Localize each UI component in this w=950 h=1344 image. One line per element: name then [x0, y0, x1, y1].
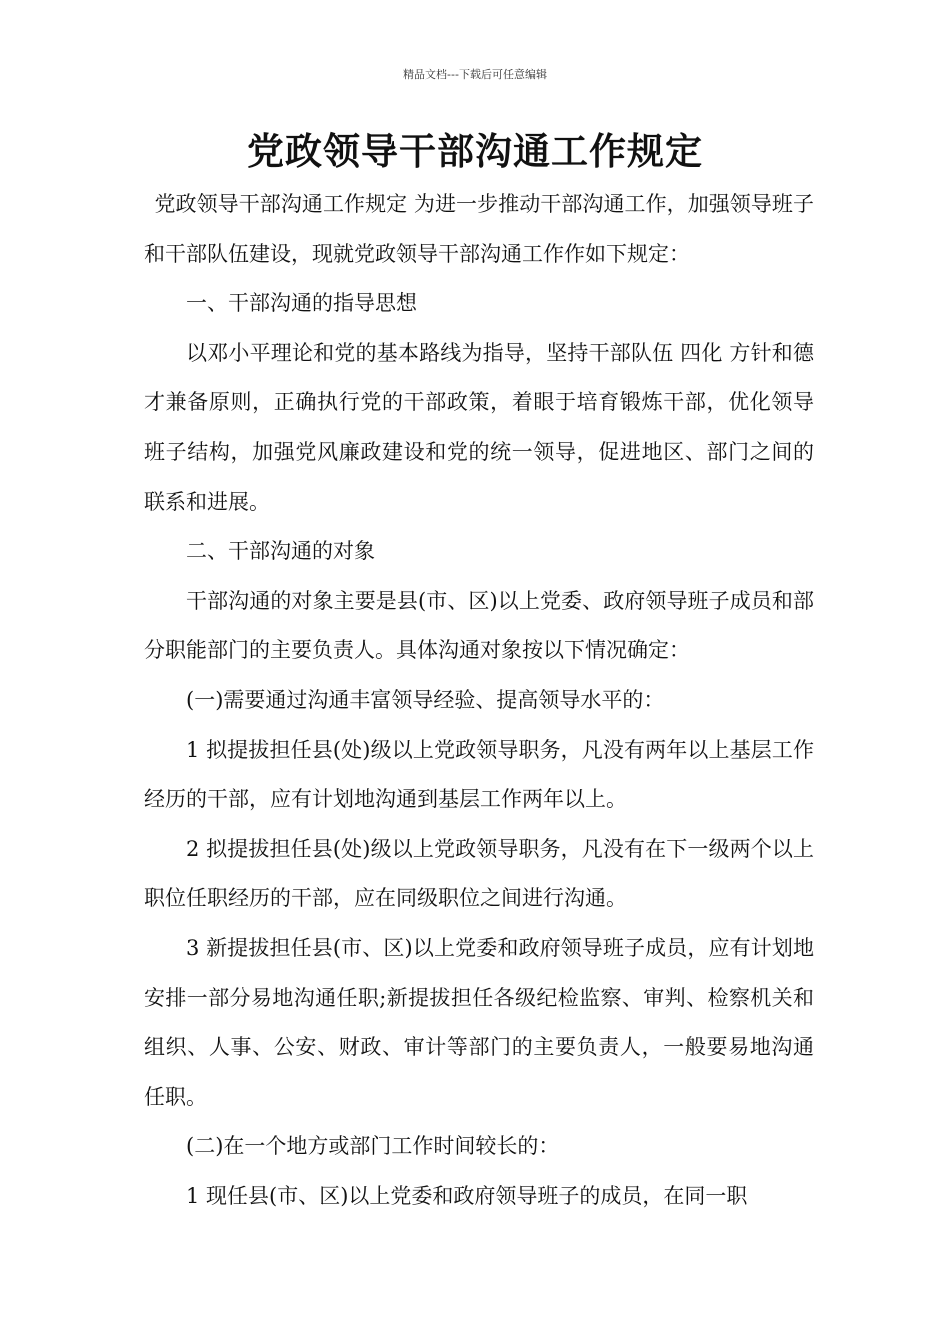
list-item: 1 现任县(市、区)以上党委和政府领导班子的成员，在同一职	[186, 1183, 748, 1208]
document-body	[144, 180, 814, 1221]
subsection-heading: (一)需要通过沟通丰富领导经验、提高领导水平的：	[186, 687, 665, 712]
paragraph: 以邓小平理论和党的基本路线为指导，坚持干部队伍 四化 方针和德才兼备原则，正确执行党的干部政策，着眼于培育锻炼干部，优化领导班子结构，加强党风廉政建设和党的统一领导，促进地区、部门之间的联系和进展。	[144, 340, 814, 514]
paragraph-intro: 党政领导干部沟通工作规定 为进一步推动干部沟通工作，加强领导班子和干部队伍建设，现就党政领导干部沟通工作作如下规定：	[144, 192, 814, 266]
document-title: 党政领导干部沟通工作规定	[247, 130, 703, 173]
list-item: 2 拟提拔担任县(处)级以上党政领导职务，凡没有在下一级两个以上职位任职经历的干部，应在同级职位之间进行沟通。	[144, 836, 814, 911]
section-heading-guiding-ideology: 一、干部沟通的指导思想	[186, 291, 417, 316]
paragraph: 干部沟通的对象主要是县(市、区)以上党委、政府领导班子成员和部分职能部门的主要负责人。具体沟通对象按以下情况确定：	[144, 588, 814, 663]
header-note: 精品文档---下载后可任意编辑	[403, 68, 547, 81]
subsection-heading: (二)在一个地方或部门工作时间较长的：	[186, 1134, 560, 1159]
section-heading-exchange-targets: 二、干部沟通的对象	[186, 539, 375, 564]
list-item: 3 新提拔担任县(市、区)以上党委和政府领导班子成员，应有计划地安排一部分易地沟通任职;新提拔担任各级纪检监察、审判、检察机关和组织、人事、公安、财政、审计等部门的主要负责人，一般要易地沟通任职。	[144, 935, 814, 1109]
list-item: 1 拟提拔担任县(处)级以上党政领导职务，凡没有两年以上基层工作经历的干部，应有计划地沟通到基层工作两年以上。	[144, 737, 814, 812]
